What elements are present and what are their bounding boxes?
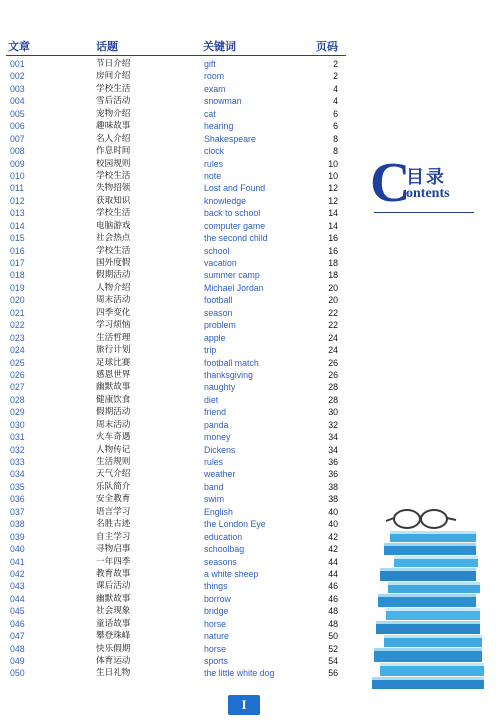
article-number: 044: [10, 593, 25, 604]
topic: 学校生活: [96, 170, 131, 181]
article-number: 050: [10, 668, 25, 679]
keyword: rules: [204, 457, 224, 467]
toc-row: [0, 195, 350, 207]
page-ref: 22: [328, 307, 338, 318]
topic: 健康饮食: [96, 394, 131, 405]
toc-row: [0, 406, 350, 418]
toc-row: [0, 58, 350, 70]
page-number-badge: [228, 695, 260, 715]
toc-table: [0, 58, 350, 680]
keyword: diet: [204, 394, 219, 405]
keyword: a white sheep: [204, 568, 259, 579]
page-ref: 8: [333, 133, 338, 144]
page-ref: 54: [328, 656, 338, 666]
keyword: note: [204, 170, 222, 181]
page-ref: 32: [328, 419, 338, 430]
toc-row: [0, 357, 350, 369]
topic: 雪后活动: [96, 96, 131, 107]
topic: 宠物介绍: [96, 108, 131, 119]
page-ref: 40: [328, 506, 338, 517]
topic: 足球比赛: [96, 357, 131, 368]
keyword: hearing: [204, 121, 234, 132]
page-ref: 2: [333, 59, 338, 69]
page-ref: 52: [328, 643, 338, 654]
article-number: 021: [10, 307, 25, 318]
header-keyword: 关键词: [203, 40, 236, 53]
page-ref: 14: [328, 208, 338, 219]
article-number: 030: [10, 419, 25, 430]
topic: 获取知识: [96, 195, 131, 206]
article-number: 010: [10, 170, 25, 181]
toc-row: [0, 630, 350, 642]
article-number: 023: [10, 332, 25, 343]
page-ref: 6: [333, 108, 338, 119]
keyword: Lost and Found: [204, 183, 266, 194]
page-ref: 12: [328, 183, 338, 194]
keyword: panda: [204, 419, 229, 430]
article-number: 047: [10, 631, 25, 642]
title-chinese: 目录: [406, 167, 446, 188]
keyword: the little white dog: [204, 668, 275, 679]
article-number: 038: [10, 519, 25, 530]
page-ref: 46: [328, 581, 338, 592]
article-number: 007: [10, 133, 25, 144]
topic: 乐队简介: [96, 481, 131, 492]
keyword: rules: [204, 158, 224, 169]
title-initial: C: [370, 152, 411, 214]
topic: 人物介绍: [96, 282, 131, 293]
topic: 生活规则: [96, 457, 131, 467]
toc-row: [0, 245, 350, 257]
page-ref: 18: [328, 270, 338, 281]
topic: 快乐假期: [96, 643, 131, 654]
page-ref: 22: [328, 320, 338, 331]
topic: 节日介绍: [96, 59, 131, 69]
topic: 攀登珠峰: [96, 631, 131, 642]
article-number: 016: [10, 245, 25, 256]
toc-row: [0, 643, 350, 655]
toc-row: [0, 170, 350, 182]
topic: 假期活动: [96, 270, 131, 281]
keyword: swim: [204, 494, 225, 505]
keyword: snowman: [204, 96, 242, 107]
toc-row: [0, 369, 350, 381]
keyword: trip: [204, 345, 217, 356]
article-number: 004: [10, 96, 25, 107]
title-divider: [374, 212, 474, 213]
keyword: computer game: [204, 220, 266, 231]
toc-row: [0, 207, 350, 219]
page-ref: 26: [328, 369, 338, 380]
toc-row: [0, 481, 350, 493]
keyword: the London Eye: [204, 519, 266, 530]
article-number: 042: [10, 568, 25, 579]
article-number: 026: [10, 369, 25, 380]
page-ref: 56: [328, 668, 338, 679]
article-number: 013: [10, 208, 25, 219]
article-number: 032: [10, 444, 25, 455]
topic: 国外度假: [96, 258, 131, 268]
article-number: 014: [10, 220, 25, 231]
toc-row: [0, 232, 350, 244]
page-ref: 14: [328, 220, 338, 231]
topic: 电脑游戏: [96, 220, 131, 231]
keyword: problem: [204, 320, 236, 331]
keyword: schoolbag: [204, 544, 245, 555]
article-number: 043: [10, 581, 25, 592]
article-number: 003: [10, 83, 25, 94]
toc-row: [0, 493, 350, 505]
keyword: horse: [204, 643, 227, 654]
article-number: 028: [10, 394, 25, 405]
keyword: money: [204, 432, 231, 443]
toc-row: [0, 83, 350, 95]
keyword: sports: [204, 656, 228, 666]
article-number: 020: [10, 295, 25, 306]
toc-row: [0, 506, 350, 518]
toc-row: [0, 419, 350, 431]
toc-row: [0, 158, 350, 170]
topic: 体育运动: [96, 656, 131, 666]
article-number: 027: [10, 382, 25, 393]
keyword: nature: [204, 631, 229, 642]
toc-row: [0, 108, 350, 120]
topic: 社会现象: [96, 606, 131, 617]
toc-row: [0, 518, 350, 530]
article-number: 017: [10, 258, 25, 268]
page-ref: 44: [328, 556, 338, 567]
page-ref: 34: [328, 444, 338, 455]
page-ref: 24: [328, 345, 338, 356]
keyword: naughty: [204, 382, 236, 393]
toc-row: [0, 394, 350, 406]
topic: 童话故事: [96, 618, 131, 629]
keyword: football match: [204, 357, 259, 368]
topic: 周末活动: [96, 295, 131, 306]
article-number: 033: [10, 457, 25, 467]
page-ref: 2: [333, 71, 338, 82]
article-number: 046: [10, 618, 25, 629]
topic: 火车奇遇: [96, 432, 131, 443]
toc-row: [0, 182, 350, 194]
keyword: room: [204, 71, 225, 82]
article-number: 015: [10, 233, 25, 244]
toc-row: [0, 319, 350, 331]
keyword: education: [204, 531, 243, 542]
article-number: 035: [10, 481, 25, 492]
keyword: the second child: [204, 233, 268, 244]
article-number: 049: [10, 656, 25, 666]
page-ref: 38: [328, 494, 338, 505]
topic: 课后活动: [96, 581, 131, 592]
topic: 寻物启事: [96, 544, 131, 555]
keyword: apple: [204, 332, 226, 343]
keyword: horse: [204, 618, 227, 629]
page-ref: 46: [328, 593, 338, 604]
page-ref: 30: [328, 407, 338, 418]
toc-row: [0, 344, 350, 356]
article-number: 041: [10, 556, 25, 567]
article-number: 040: [10, 544, 25, 555]
keyword: exam: [204, 83, 226, 94]
keyword: Michael Jordan: [204, 282, 264, 293]
page-ref: 42: [328, 544, 338, 555]
keyword: vacation: [204, 258, 237, 268]
page-ref: 12: [328, 195, 338, 206]
topic: 旅行计划: [96, 345, 131, 356]
toc-row: [0, 307, 350, 319]
topic: 一年四季: [96, 556, 131, 567]
keyword: school: [204, 245, 230, 256]
article-number: 045: [10, 606, 25, 617]
article-number: 001: [10, 59, 25, 69]
article-number: 034: [10, 469, 25, 480]
article-number: 011: [10, 183, 25, 194]
keyword: cat: [204, 108, 216, 119]
keyword: summer camp: [204, 270, 260, 281]
contents-title: [370, 152, 480, 225]
topic: 人物传记: [96, 444, 131, 455]
page-ref: 16: [328, 245, 338, 256]
keyword: seasons: [204, 556, 237, 567]
keyword: band: [204, 481, 224, 492]
article-number: 002: [10, 71, 25, 82]
keyword: knowledge: [204, 195, 247, 206]
page-ref: 20: [328, 282, 338, 293]
article-number: 019: [10, 282, 25, 293]
article-number: 005: [10, 108, 25, 119]
topic: 自主学习: [96, 531, 131, 542]
header-page: 页码: [316, 40, 338, 53]
toc-row: [0, 120, 350, 132]
toc-row: [0, 568, 350, 580]
toc-row: [0, 531, 350, 543]
article-number: 006: [10, 121, 25, 132]
toc-row: [0, 145, 350, 157]
topic: 生日礼物: [96, 668, 131, 679]
page-ref: 18: [328, 258, 338, 268]
keyword: Shakespeare: [204, 133, 256, 144]
keyword: football: [204, 295, 233, 306]
keyword: season: [204, 307, 233, 318]
toc-row: [0, 332, 350, 344]
toc-row: [0, 593, 350, 605]
page-ref: 10: [328, 158, 338, 169]
topic: 假期活动: [96, 407, 131, 418]
topic: 幽默故事: [96, 382, 131, 393]
page-ref: 48: [328, 618, 338, 629]
topic: 名人介绍: [96, 133, 131, 144]
toc-row: [0, 70, 350, 82]
article-number: 036: [10, 494, 25, 505]
article-number: 012: [10, 195, 25, 206]
toc-row: [0, 95, 350, 107]
keyword: Dickens: [204, 444, 236, 455]
toc-row: [0, 282, 350, 294]
topic: 学校生活: [96, 245, 131, 256]
article-number: 022: [10, 320, 25, 331]
topic: 学校生活: [96, 208, 131, 219]
page-ref: 44: [328, 568, 338, 579]
keyword: weather: [204, 469, 236, 480]
toc-row: [0, 431, 350, 443]
page-ref: 24: [328, 332, 338, 343]
topic: 学校生活: [96, 83, 131, 94]
page-ref: 42: [328, 531, 338, 542]
toc-row: [0, 381, 350, 393]
keyword: bridge: [204, 606, 229, 617]
topic: 天气介绍: [96, 469, 131, 480]
topic: 房间介绍: [96, 71, 131, 82]
page-ref: 36: [328, 469, 338, 480]
topic: 生活哲理: [96, 332, 131, 343]
toc-row: [0, 543, 350, 555]
topic: 作息时间: [96, 146, 131, 157]
article-number: 048: [10, 643, 25, 654]
toc-row: [0, 220, 350, 232]
article-number: 024: [10, 345, 25, 356]
page-ref: 8: [333, 146, 338, 157]
article-number: 037: [10, 506, 25, 517]
keyword: back to school: [204, 208, 261, 219]
page-ref: 40: [328, 519, 338, 530]
toc-row: [0, 444, 350, 456]
topic: 幽默故事: [96, 593, 131, 604]
article-number: 025: [10, 357, 25, 368]
topic: 失物招领: [96, 183, 131, 194]
toc-row: [0, 468, 350, 480]
topic: 学习烦恼: [96, 320, 131, 331]
topic: 社会热点: [96, 233, 131, 244]
keyword: borrow: [204, 593, 231, 604]
article-number: 008: [10, 146, 25, 157]
page-ref: 10: [328, 170, 338, 181]
keyword: English: [204, 506, 233, 517]
topic: 教育故事: [96, 568, 131, 579]
article-number: 029: [10, 407, 25, 418]
toc-row: [0, 257, 350, 269]
toc-row: [0, 618, 350, 630]
page-ref: 50: [328, 631, 338, 642]
stack-of-books-with-glasses-icon: [372, 505, 487, 690]
toc-row: [0, 133, 350, 145]
page-ref: 28: [328, 394, 338, 405]
title-english: ontents: [406, 186, 450, 201]
toc-row: [0, 294, 350, 306]
header-article: 文章: [8, 40, 30, 53]
page-ref: 16: [328, 233, 338, 244]
toc-row: [0, 667, 350, 679]
page-ref: 28: [328, 382, 338, 393]
page-ref: 26: [328, 357, 338, 368]
page-ref: 4: [333, 96, 338, 107]
page-ref: 38: [328, 481, 338, 492]
article-number: 018: [10, 270, 25, 281]
keyword: gift: [204, 59, 216, 69]
toc-row: [0, 269, 350, 281]
keyword: things: [204, 581, 228, 592]
toc-row: [0, 605, 350, 617]
topic: 趣味故事: [96, 121, 131, 132]
topic: 安全教育: [96, 494, 131, 505]
toc-row: [0, 456, 350, 468]
page-ref: 36: [328, 457, 338, 467]
page-ref: 20: [328, 295, 338, 306]
topic: 校园规则: [96, 158, 131, 169]
toc-row: [0, 655, 350, 667]
topic: 语言学习: [96, 506, 131, 517]
page-ref: 4: [333, 83, 338, 94]
page-ref: 34: [328, 432, 338, 443]
article-number: 031: [10, 432, 25, 443]
keyword: thanksgiving: [204, 369, 253, 380]
header-divider: [6, 55, 346, 56]
toc-row: [0, 556, 350, 568]
toc-row: [0, 580, 350, 592]
page-ref: 48: [328, 606, 338, 617]
page-ref: 6: [333, 121, 338, 132]
header-topic: 话题: [96, 40, 118, 53]
article-number: 009: [10, 158, 25, 169]
keyword: clock: [204, 146, 225, 157]
page-number: I: [241, 697, 247, 712]
article-number: 039: [10, 531, 25, 542]
topic: 四季变化: [96, 307, 131, 318]
topic: 名胜古迹: [96, 519, 131, 530]
topic: 感恩世界: [96, 369, 131, 380]
topic: 周末活动: [96, 419, 131, 430]
keyword: friend: [204, 407, 227, 418]
